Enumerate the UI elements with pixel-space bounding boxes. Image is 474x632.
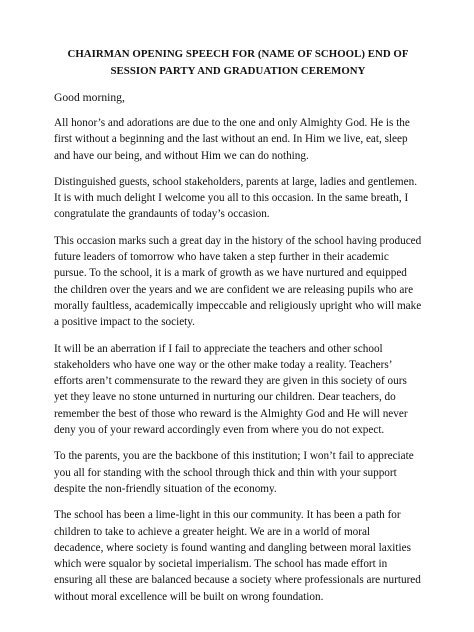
- paragraph-occasion: This occasion marks such a great day in the history of the school having produced future leaders of tomorrow who have taken a step further in their academic pursue. To the school, it is a mark of growth as we have nurtured and equipped the children over the years and we are confident we are releasing pupils who are morally faultless, academically impeccable and religiously upright who will make a positive impact to the society.: [54, 234, 422, 329]
- document-page: [54, 46, 422, 615]
- paragraph-opening-praise: All honor’s and adorations are due to the one and only Almighty God. He is the first without a beginning and the last without an end. In Him we live, eat, sleep and have our being, and without Him we can do nothing.: [54, 117, 410, 162]
- paragraph-teachers: It will be an aberration if I fail to appreciate the teachers and other school stakeholders who have one way or the other make today a reality. Teachers’ efforts aren’t commensurate to the reward they are given in this society of ours yet they leave no stone unturned in nurturing our children. Dear teachers, do remember the best of those who reward is the Almighty God and He will never deny you of your reward accordingly even from where you do not expect.: [54, 342, 408, 437]
- paragraph-community: The school has been a lime-light in this our community. It has been a path for children to take to achieve a greater height. We are in a world of moral decadence, where society is found wanting and dangling between moral laxities which were squalor by societal imperialism. The school has made effort in ensuring all these are balanced because a society where professionals are nurtured without moral excellence will be built on wrong foundation.: [54, 509, 421, 603]
- paragraph-parents: To the parents, you are the backbone of this institution; I won’t fail to appreciate you all for standing with the school through thick and thin with your support despite the non-friendly situation of the economy.: [54, 450, 414, 495]
- paragraph-welcome: Distinguished guests, school stakeholders, parents at large, ladies and gentlemen. It is with much delight I welcome you all to this occasion. In the same breath, I congratulate the grandaunts of today’s occasion.: [54, 175, 417, 221]
- greeting: Good morning,: [54, 91, 125, 104]
- title-line-1: CHAIRMAN OPENING SPEECH FOR (NAME OF SCHOOL) END OF: [67, 48, 409, 60]
- title-line-2: SESSION PARTY AND GRADUATION CEREMONY: [110, 65, 366, 77]
- document-title: [54, 46, 422, 80]
